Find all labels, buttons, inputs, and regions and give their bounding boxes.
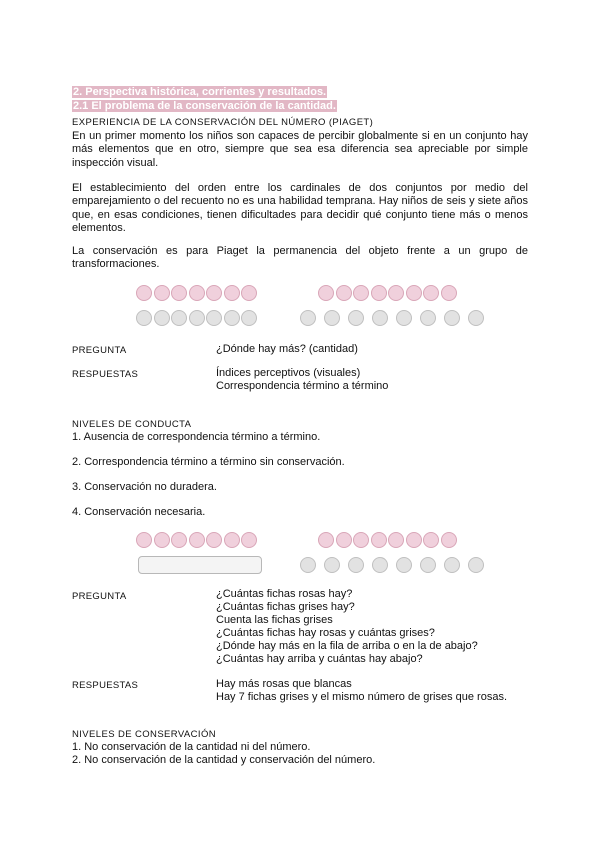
grey-counter (154, 310, 170, 326)
pink-counter (206, 532, 222, 548)
respuestas-label-2: RESPUESTAS (72, 680, 139, 691)
grey-counter (136, 310, 152, 326)
respuesta-line: Hay más rosas que blancas (216, 678, 352, 690)
grey-counter (468, 310, 484, 326)
grey-counter (372, 310, 388, 326)
grey-counter (348, 557, 364, 573)
pink-counter (406, 532, 422, 548)
pink-counters-left (136, 532, 257, 548)
grey-counters-right (300, 310, 484, 326)
preguntas-2 (216, 588, 478, 666)
pink-counter (136, 285, 152, 301)
pregunta-line: ¿Cuántas hay arriba y cuántas hay abajo? (216, 653, 423, 665)
niveles-conducta-title: NIVELES DE CONDUCTA (72, 419, 192, 430)
grey-counter (444, 310, 460, 326)
paragraph-1: En un primer momento los niños son capaces de percibir globalmente si en un conjunto hay más elementos que en otro, siempre que sea esa diferencia sea apreciable por simple inspección visual. (72, 130, 528, 169)
pink-counter (224, 532, 240, 548)
section-heading (72, 86, 327, 99)
pink-counter (371, 532, 387, 548)
pink-counter (371, 285, 387, 301)
pink-counter (441, 285, 457, 301)
pregunta-1: ¿Dónde hay más? (cantidad) (216, 343, 358, 355)
grey-counter (300, 557, 316, 573)
pregunta-line: Cuenta las fichas grises (216, 614, 333, 626)
pink-counter (336, 532, 352, 548)
respuestas-label-1: RESPUESTAS (72, 369, 139, 380)
paragraph-2: El establecimiento del orden entre los cardinales de dos conjuntos por medio del emparejamiento o del recuento no es una habilidad temprana. Hay niños de seis y siete años que, en esas condiciones, tienen dificultades para decidir qué conjunto tiene más o menos elementos. (72, 182, 528, 235)
subsection-heading (72, 100, 337, 113)
respuesta-line: Correspondencia término a término (216, 380, 389, 392)
pregunta-line: ¿Cuántas fichas hay rosas y cuántas grises? (216, 627, 435, 639)
respuestas-1 (216, 367, 388, 393)
pregunta-line: ¿Dónde hay más en la fila de arriba o en la de abajo? (216, 640, 478, 652)
pregunta-label-2: PREGUNTA (72, 591, 127, 602)
grey-counter (324, 557, 340, 573)
pink-counter (171, 285, 187, 301)
pink-counter (353, 285, 369, 301)
nivel-conducta-item: 3. Conservación no duradera. (72, 481, 217, 493)
pink-counters-right (318, 285, 457, 301)
pink-counter (423, 285, 439, 301)
pink-counter (154, 532, 170, 548)
grey-counter (420, 557, 436, 573)
respuestas-2 (216, 678, 507, 704)
heading-2: 2.1 El problema de la conservación de la cantidad. (73, 100, 336, 112)
grey-counter (206, 310, 222, 326)
grey-counter (420, 310, 436, 326)
pink-counter (388, 532, 404, 548)
nivel-conservacion-item: 1. No conservación de la cantidad ni del número. (72, 741, 311, 753)
pink-counter (136, 532, 152, 548)
pink-counters-right (318, 532, 457, 548)
grey-counter (372, 557, 388, 573)
grey-counter (444, 557, 460, 573)
nivel-conducta-item: 4. Conservación necesaria. (72, 506, 206, 518)
pink-counter (441, 532, 457, 548)
pregunta-label-1: PREGUNTA (72, 345, 127, 356)
pink-counter (388, 285, 404, 301)
nivel-conducta-item: 2. Correspondencia término a término sin conservación. (72, 456, 345, 468)
pink-counter (189, 532, 205, 548)
niveles-conservacion-title: NIVELES DE CONSERVACIÓN (72, 729, 216, 740)
pink-counter (336, 285, 352, 301)
pink-counter (154, 285, 170, 301)
grey-counter (300, 310, 316, 326)
grey-counter (396, 310, 412, 326)
paragraph-3: La conservación es para Piaget la permanencia del objeto frente a un grupo de transformaciones. (72, 245, 528, 271)
pink-counter (423, 532, 439, 548)
pink-counter (353, 532, 369, 548)
grey-counter (324, 310, 340, 326)
grey-counters-right (300, 557, 484, 573)
pink-counter (241, 285, 257, 301)
grey-counter (241, 310, 257, 326)
pink-counter (189, 285, 205, 301)
respuesta-line: Hay 7 fichas grises y el mismo número de grises que rosas. (216, 691, 508, 703)
grey-counters-left (136, 310, 257, 326)
pink-counter (318, 285, 334, 301)
pink-counter (241, 532, 257, 548)
grey-counter (396, 557, 412, 573)
grey-counters-stacked-bar (138, 556, 262, 574)
pink-counters-left (136, 285, 257, 301)
grey-counter (189, 310, 205, 326)
pregunta-line: ¿Cuántas fichas rosas hay? (216, 588, 353, 600)
heading-1: 2. Perspectiva histórica, corrientes y resultados. (73, 86, 327, 98)
pink-counter (406, 285, 422, 301)
pink-counter (318, 532, 334, 548)
pink-counter (224, 285, 240, 301)
experiment-title: EXPERIENCIA DE LA CONSERVACIÓN DEL NÚMERO (PIAGET) (72, 117, 374, 128)
grey-counter (468, 557, 484, 573)
nivel-conservacion-item: 2. No conservación de la cantidad y conservación del número. (72, 754, 376, 766)
pink-counter (171, 532, 187, 548)
nivel-conducta-item: 1. Ausencia de correspondencia término a término. (72, 431, 321, 443)
respuesta-line: Índices perceptivos (visuales) (216, 367, 361, 379)
grey-counter (348, 310, 364, 326)
grey-counter (224, 310, 240, 326)
pink-counter (206, 285, 222, 301)
pregunta-line: ¿Cuántas fichas grises hay? (216, 601, 355, 613)
grey-counter (171, 310, 187, 326)
